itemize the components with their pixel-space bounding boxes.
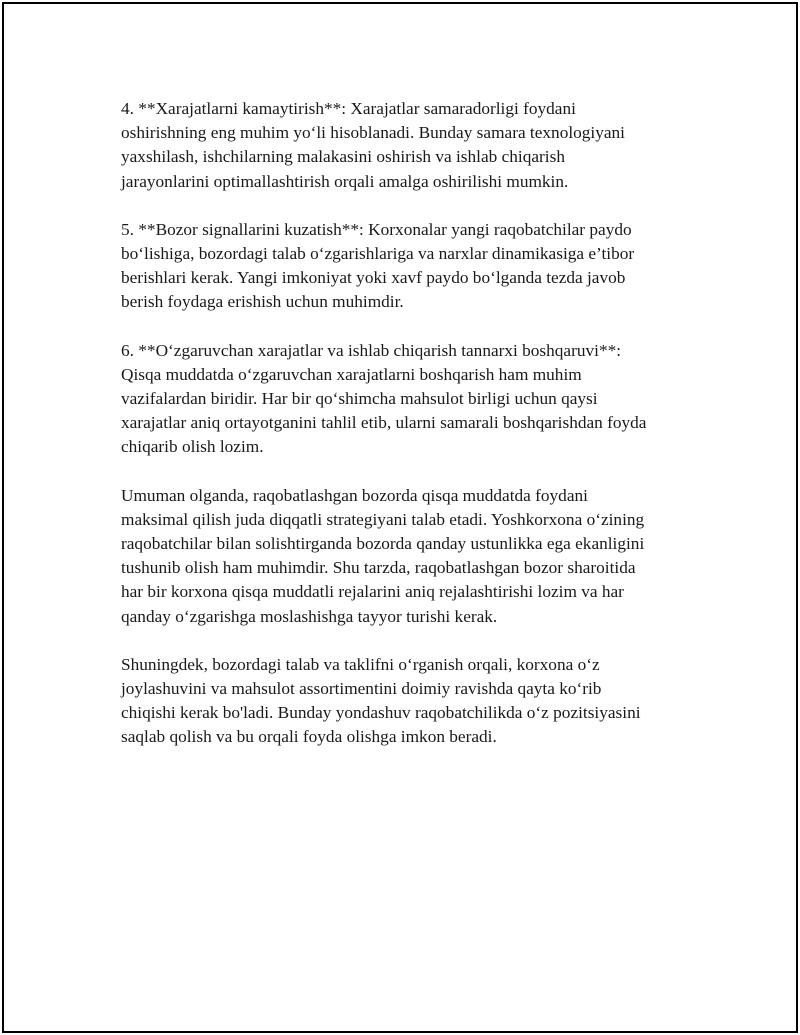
paragraph-market-signals: [121, 218, 689, 315]
paragraph-variable-costs: [121, 339, 689, 460]
text-line: 6. **O‘zgaruvchan xarajatlar va ishlab chiqarish tannarxi boshqaruvi**:: [121, 340, 622, 360]
text-line: har bir korxona qisqa muddatli rejalarini aniq rejalashtirishi lozim va har: [121, 582, 624, 602]
text-line: chiqishi kerak bo'ladi. Bunday yondashuv raqobatchilikda o‘z pozitsiyasini: [121, 703, 641, 723]
text-line: joylashuvini va mahsulot assortimentini doimiy ravishda qayta ko‘rib: [121, 679, 602, 699]
text-line: Qisqa muddatda o‘zgaruvchan xarajatlarni boshqarish ham muhim: [121, 364, 582, 384]
text-line: bo‘lishiga, bozordagi talab o‘zgarishlariga va narxlar dinamikasiga e’tibor: [121, 244, 635, 264]
text-line: chiqarib olish lozim.: [121, 437, 264, 457]
text-line: raqobatchilar bilan solishtirganda bozorda qanday ustunlikka ega ekanligini: [121, 534, 645, 554]
text-line: jarayonlarini optimallashtirish orqali amalga oshirilishi mumkin.: [121, 171, 569, 191]
text-line: berish foydaga erishish uchun muhimdir.: [121, 292, 404, 312]
text-line: tushunib olish ham muhimdir. Shu tarzda, raqobatlashgan bozor sharoitida: [121, 558, 636, 578]
text-line: vazifalardan biridir. Har bir qo‘shimcha mahsulot birligi uchun qaysi: [121, 389, 598, 409]
document-body: [121, 97, 689, 774]
text-line: 5. **Bozor signallarini kuzatish**: Korxonalar yangi raqobatchilar paydo: [121, 219, 632, 239]
text-line: qanday o‘zgarishga moslashishga tayyor turishi kerak.: [121, 606, 498, 626]
document-page: [2, 2, 798, 1033]
text-line: berishlari kerak. Yangi imkoniyat yoki xavf paydo bo‘lganda tezda javob: [121, 268, 626, 288]
text-line: 4. **Xarajatlarni kamaytirish**: Xarajatlar samaradorligi foydani: [121, 99, 576, 118]
text-line: xarajatlar aniq ortayotganini tahlil etib, ularni samarali boshqarishdan foyda: [121, 413, 647, 433]
text-line: saqlab qolish va bu orqali foyda olishga imkon beradi.: [121, 727, 497, 747]
paragraph-general-summary: [121, 484, 689, 629]
paragraph-cost-reduction: [121, 97, 689, 194]
paragraph-conclusion: [121, 653, 689, 750]
text-line: Umuman olganda, raqobatlashgan bozorda qisqa muddatda foydani: [121, 485, 588, 505]
text-line: maksimal qilish juda diqqatli strategiyani talab etadi. Yoshkorxona o‘zining: [121, 509, 645, 529]
text-line: Shuningdek, bozordagi talab va taklifni o‘rganish orqali, korxona o‘z: [121, 654, 600, 674]
text-line: oshirishning eng muhim yo‘li hisoblanadi. Bunday samara texnologiyani: [121, 123, 625, 143]
text-line: yaxshilash, ishchilarning malakasini oshirish va ishlab chiqarish: [121, 147, 565, 167]
